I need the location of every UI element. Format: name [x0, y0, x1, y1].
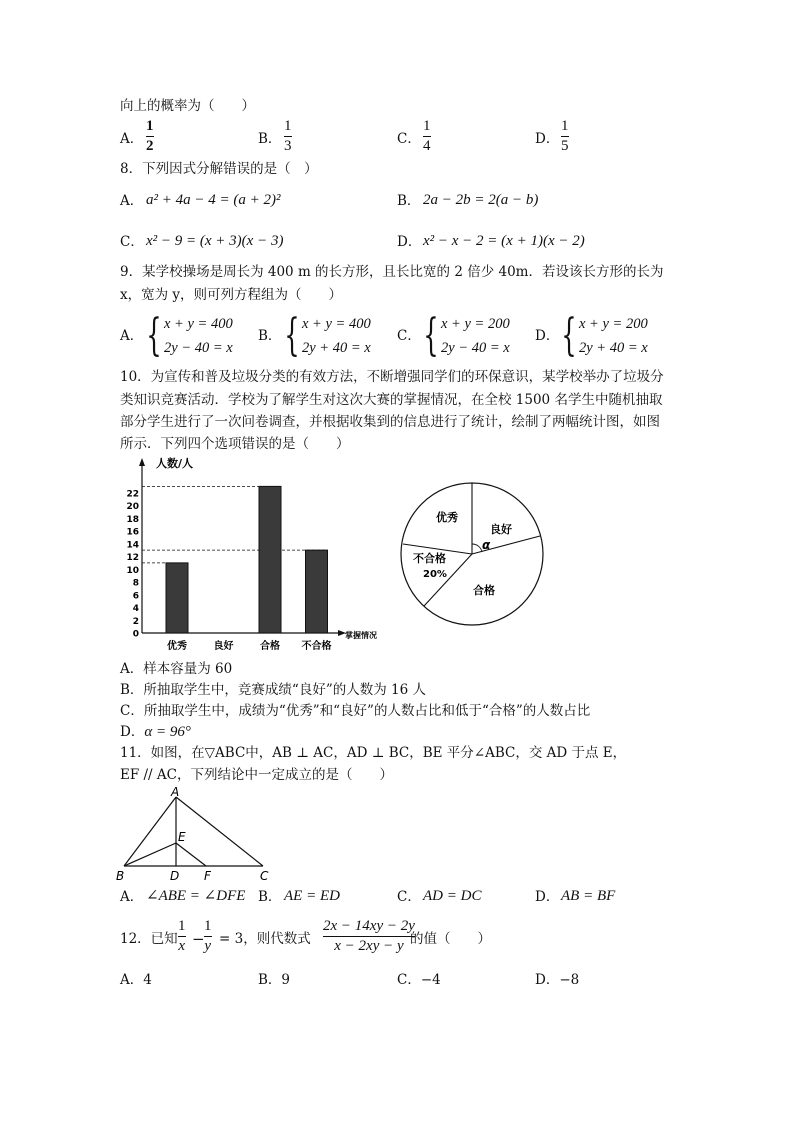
q12-option-d: [535, 971, 579, 989]
y-tick-label: 4: [132, 604, 139, 614]
q8-option-a-label: A．: [120, 193, 144, 209]
bar-chart: [118, 455, 393, 655]
q8-option-c-expr: x² − 9 = (x + 3)(x − 3): [146, 233, 284, 249]
q7-option-b-numerator: 1: [284, 118, 292, 134]
q10-option-b: [120, 681, 426, 699]
brace-icon: {: [423, 310, 439, 361]
q10-option-a-text: 样本容量为 60: [143, 661, 233, 677]
x-category-label: 良好: [213, 641, 234, 652]
pie-angle-label: α: [482, 538, 491, 552]
q9-stem-line1: 9．某学校操场是周长为 400 m 的长方形，且长比宽的 2 倍少 40m．若设该长方形的长为: [120, 264, 664, 280]
bar-0: [166, 563, 188, 633]
y-tick-label: 20: [126, 502, 139, 512]
x-category-label: 合格: [260, 641, 280, 652]
q11-option-b-label: B．: [258, 889, 282, 905]
y-tick-label: 0: [132, 629, 139, 640]
q12-option-d-text: −8: [559, 972, 580, 988]
y-tick-label: 2: [132, 616, 139, 627]
q7-option-b-label: B．: [258, 131, 282, 147]
q11-option-c-expr: AD = DC: [423, 888, 482, 904]
x-category-label: 优秀: [167, 641, 187, 652]
q7-option-a-numerator: 1: [146, 118, 154, 134]
q9-option-b-system: [284, 312, 371, 360]
brace-icon: {: [284, 310, 300, 361]
q10-option-c: [120, 702, 590, 720]
q7-option-d-numerator: 1: [561, 118, 569, 134]
q7-option-a-denominator: 2: [146, 138, 154, 154]
pie-label-fail: 不合格: [413, 552, 446, 565]
y-axis-label: 人数/人: [156, 457, 194, 470]
pie-chart: [396, 478, 548, 630]
q12-fraction-1-over-x: [178, 918, 186, 955]
q10-option-a: [120, 660, 232, 678]
q12-option-d-label: D．: [535, 972, 560, 988]
y-tick-label: 22: [126, 489, 139, 500]
q12-fraction-1-over-y: [204, 918, 212, 955]
q12-option-b-label: B．: [258, 972, 282, 988]
q9-option-a-eq2: 2y − 40 = x: [164, 340, 233, 356]
q12-minus: −: [192, 930, 205, 948]
q12-option-a-label: A．: [120, 972, 144, 988]
pie-label-good: 良好: [490, 523, 512, 536]
q9-option-c-eq1: x + y = 200: [441, 316, 510, 332]
q8-option-b-label: B．: [397, 193, 421, 209]
q11-option-d-expr: AB = BF: [561, 888, 616, 904]
segment-ab: [124, 797, 176, 866]
q12-f3-denominator: x − 2xy − y: [334, 938, 404, 954]
y-tick-label: 8: [132, 578, 139, 589]
q8-option-b-expr: 2a − 2b = 2(a − b): [423, 192, 539, 208]
q12-option-c: [397, 971, 441, 989]
segment-ac: [176, 797, 263, 866]
y-axis-arrow-icon: [139, 458, 145, 466]
q7-option-b-denominator: 3: [284, 138, 292, 154]
q12-prefix: 12．已知: [120, 931, 178, 947]
bar-2: [259, 486, 281, 633]
q7-option-d-denominator: 5: [561, 138, 569, 154]
q10-option-d: [120, 723, 191, 741]
y-tick-label: 6: [132, 591, 139, 602]
q9-option-a-label: A．: [120, 328, 144, 344]
q7-option-c-fraction: [423, 118, 431, 155]
q7-option-d-fraction: [561, 118, 569, 155]
q9-option-c-label: C．: [397, 328, 421, 344]
pie-label-excellent: 优秀: [436, 511, 458, 524]
q9-option-a-eq1: x + y = 400: [164, 316, 233, 332]
point-f-label: F: [204, 869, 211, 883]
bar-3: [306, 550, 328, 633]
brace-icon: {: [561, 310, 577, 361]
q8-option-c-label: C．: [120, 234, 144, 250]
q9-option-b-eq1: x + y = 400: [302, 316, 371, 332]
segment-be: [124, 843, 176, 866]
y-tick-label: 10: [126, 565, 139, 576]
x-category-label: 不合格: [301, 641, 332, 652]
q10-stem-line3: 部分学生进行了一次问卷调查，并根据收集到的信息进行了统计，绘制了两幅统计图，如图: [120, 414, 660, 430]
q10-option-c-text: 所抽取学生中，成绩为“优秀”和“良好”的人数占比和低于“合格”的人数占比: [143, 703, 591, 719]
point-c-label: C: [260, 869, 269, 883]
point-d-label: D: [170, 869, 180, 883]
q12-option-a: [120, 971, 152, 989]
q10-option-a-label: A．: [120, 661, 144, 677]
x-axis-label: 掌握情况: [345, 631, 377, 640]
triangle-figure: [110, 783, 280, 883]
q7-option-c-denominator: 4: [423, 138, 431, 154]
q11-option-a-label: A．: [120, 889, 144, 905]
q10-stem-line1: 10．为宣传和普及垃圾分类的有效方法，不断增强同学们的环保意识，某学校举办了垃圾分: [120, 369, 664, 385]
q11-stem-line2: EF // AC，下列结论中一定成立的是（ ）: [120, 767, 393, 783]
q8-option-d-expr: x² − x − 2 = (x + 1)(x − 2): [423, 233, 585, 249]
q12-suffix: 的值（ ）: [410, 931, 491, 947]
q11-option-a-expr: ∠ABE = ∠DFE: [146, 888, 246, 904]
y-tick-label: 14: [126, 540, 139, 551]
q12-f1-denominator: x: [178, 938, 186, 954]
point-b-label: B: [116, 869, 125, 883]
q12-equals-text: = 3，则代数式: [219, 931, 311, 947]
q10-option-d-text: α = 96°: [144, 724, 191, 740]
q9-option-d-system: [561, 312, 648, 360]
q11-option-d-label: D．: [535, 889, 560, 905]
segment-ef: [176, 843, 206, 866]
q10-option-b-text: 所抽取学生中，竞赛成绩“良好”的人数为 16 人: [143, 682, 426, 698]
q8-option-a-expr: a² + 4a − 4 = (a + 2)²: [146, 192, 281, 208]
q9-option-a-system: [146, 312, 233, 360]
y-tick-label: 16: [126, 527, 139, 538]
y-tick-label: 12: [126, 553, 139, 563]
q7-option-d-label: D．: [535, 131, 560, 147]
q7-option-c-numerator: 1: [423, 118, 431, 134]
q7-option-a-fraction: [146, 118, 154, 155]
q9-stem-line2: x，宽为 y，则可列方程组为（ ）: [120, 287, 343, 303]
q8-option-d-label: D．: [397, 234, 422, 250]
q12-option-c-label: C．: [397, 972, 421, 988]
q10-option-d-label: D．: [120, 724, 145, 740]
q7-option-a-label: A．: [120, 131, 144, 147]
q12-option-b: [258, 971, 290, 989]
q10-stem-line2: 类知识竞赛活动．学校为了解学生对这次大赛的掌握情况，在全校 1500 名学生中随机抽取: [120, 392, 663, 408]
q11-option-b-expr: AE = ED: [284, 888, 340, 904]
q10-option-c-label: C．: [120, 703, 144, 719]
q9-option-b-label: B．: [258, 328, 282, 344]
q11-option-c-label: C．: [397, 889, 421, 905]
q12-f2-numerator: 1: [204, 918, 212, 934]
pie-label-pass: 合格: [473, 584, 495, 597]
q12-option-b-text: 9: [281, 972, 291, 988]
q7-option-b-fraction: [284, 118, 292, 155]
q12-f3-numerator: 2x − 14xy − 2y: [323, 918, 415, 934]
q9-option-b-eq2: 2y + 40 = x: [302, 340, 371, 356]
y-tick-label: 18: [126, 514, 139, 525]
q10-option-b-label: B．: [120, 682, 144, 698]
q12-option-a-text: 4: [143, 972, 152, 988]
brace-icon: {: [146, 310, 162, 361]
q11-stem-line1: 11．如图，在▽ABC中，AB ⊥ AC，AD ⊥ BC，BE 平分∠ABC，交 AD 于点 E，: [120, 745, 627, 761]
q9-option-d-eq2: 2y + 40 = x: [579, 340, 648, 356]
pie-percent-label: 20%: [423, 569, 447, 580]
q7-option-c-label: C．: [397, 131, 421, 147]
point-a-label: A: [171, 785, 180, 799]
q9-option-d-eq1: x + y = 200: [579, 316, 648, 332]
q9-option-d-label: D．: [535, 328, 560, 344]
q12-fraction-expression: [323, 918, 415, 955]
q9-option-c-eq2: 2y − 40 = x: [441, 340, 510, 356]
q10-stem-line4: 所示．下列四个选项错误的是（ ）: [120, 436, 350, 452]
q12-option-c-text: −4: [420, 972, 441, 988]
q7-stem: 向上的概率为（ ）: [120, 98, 255, 114]
q8-stem: 8．下列因式分解错误的是（ ）: [120, 161, 318, 177]
point-e-label: E: [178, 830, 186, 844]
q9-option-c-system: [423, 312, 510, 360]
q12-f2-denominator: y: [204, 938, 212, 954]
q12-f1-numerator: 1: [178, 918, 186, 934]
